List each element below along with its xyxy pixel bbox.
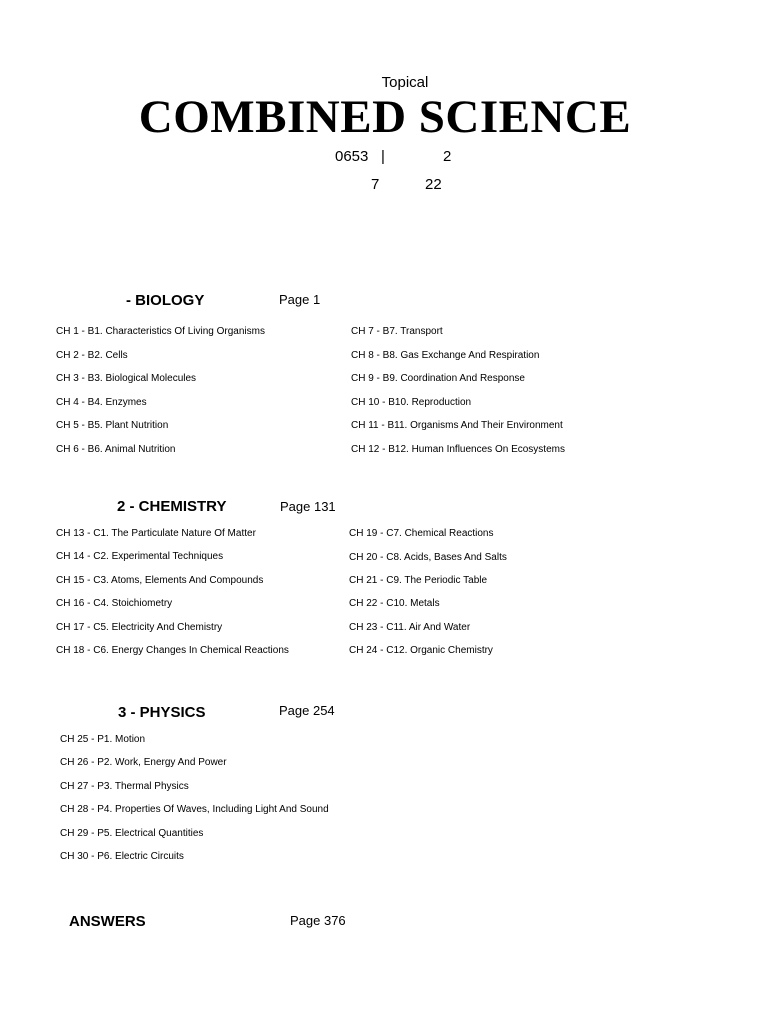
page-ref-biology: Page 1 (279, 292, 321, 307)
syllabus-code: 0653 (335, 148, 369, 165)
header-number-7: 7 (371, 176, 380, 193)
page-ref-chemistry: Page 131 (280, 499, 336, 514)
section-title-answers: ANSWERS (69, 913, 146, 930)
chapter-item: CH 19 - C7. Chemical Reactions (349, 528, 494, 539)
chapter-item: CH 8 - B8. Gas Exchange And Respiration (351, 350, 540, 361)
chapter-item: CH 3 - B3. Biological Molecules (56, 373, 197, 384)
chapter-item: CH 23 - C11. Air And Water (349, 622, 471, 633)
chapter-item: CH 17 - C5. Electricity And Chemistry (56, 622, 223, 633)
page-ref-answers: Page 376 (290, 913, 346, 928)
chapter-item: CH 28 - P4. Properties Of Waves, Including Light And Sound (60, 804, 329, 815)
section-title-physics: 3 - PHYSICS (118, 704, 206, 721)
page-ref-physics: Page 254 (279, 703, 335, 718)
section-title-chemistry: 2 - CHEMISTRY (117, 498, 227, 515)
chapter-item: CH 25 - P1. Motion (60, 734, 146, 745)
chapter-item: CH 7 - B7. Transport (351, 326, 443, 337)
topical-label: Topical (381, 74, 429, 91)
chapter-item: CH 1 - B1. Characteristics Of Living Organisms (56, 326, 265, 337)
chapter-item: CH 20 - C8. Acids, Bases And Salts (349, 552, 507, 563)
header-separator: | (381, 148, 385, 165)
chapter-item: CH 9 - B9. Coordination And Response (351, 373, 525, 384)
chapter-item: CH 13 - C1. The Particulate Nature Of Matter (56, 528, 256, 539)
chapter-item: CH 5 - B5. Plant Nutrition (56, 420, 169, 431)
chapter-item: CH 24 - C12. Organic Chemistry (349, 645, 493, 656)
chapter-item: CH 4 - B4. Enzymes (56, 397, 147, 408)
chapter-item: CH 29 - P5. Electrical Quantities (60, 828, 204, 839)
chapter-item: CH 21 - C9. The Periodic Table (349, 575, 488, 586)
document-title: COMBINED SCIENCE (138, 91, 632, 143)
chapter-item: CH 12 - B12. Human Influences On Ecosystems (351, 444, 565, 455)
chapter-item: CH 30 - P6. Electric Circuits (60, 851, 184, 862)
chapter-item: CH 26 - P2. Work, Energy And Power (60, 757, 227, 768)
chapter-item: CH 15 - C3. Atoms, Elements And Compounds (56, 575, 264, 586)
chapter-item: CH 6 - B6. Animal Nutrition (56, 444, 176, 455)
chapter-item: CH 18 - C6. Energy Changes In Chemical Reactions (56, 645, 289, 656)
chapter-item: CH 2 - B2. Cells (56, 350, 128, 361)
chapter-item: CH 14 - C2. Experimental Techniques (56, 551, 224, 562)
chapter-item: CH 11 - B11. Organisms And Their Environment (351, 420, 563, 431)
chapter-item: CH 10 - B10. Reproduction (351, 397, 472, 408)
chapter-item: CH 16 - C4. Stoichiometry (56, 598, 173, 609)
header-number-22: 22 (425, 176, 442, 193)
header-number-2: 2 (443, 148, 452, 165)
chapter-item: CH 27 - P3. Thermal Physics (60, 781, 189, 792)
section-title-biology: - BIOLOGY (126, 292, 205, 309)
chapter-item: CH 22 - C10. Metals (349, 598, 440, 609)
